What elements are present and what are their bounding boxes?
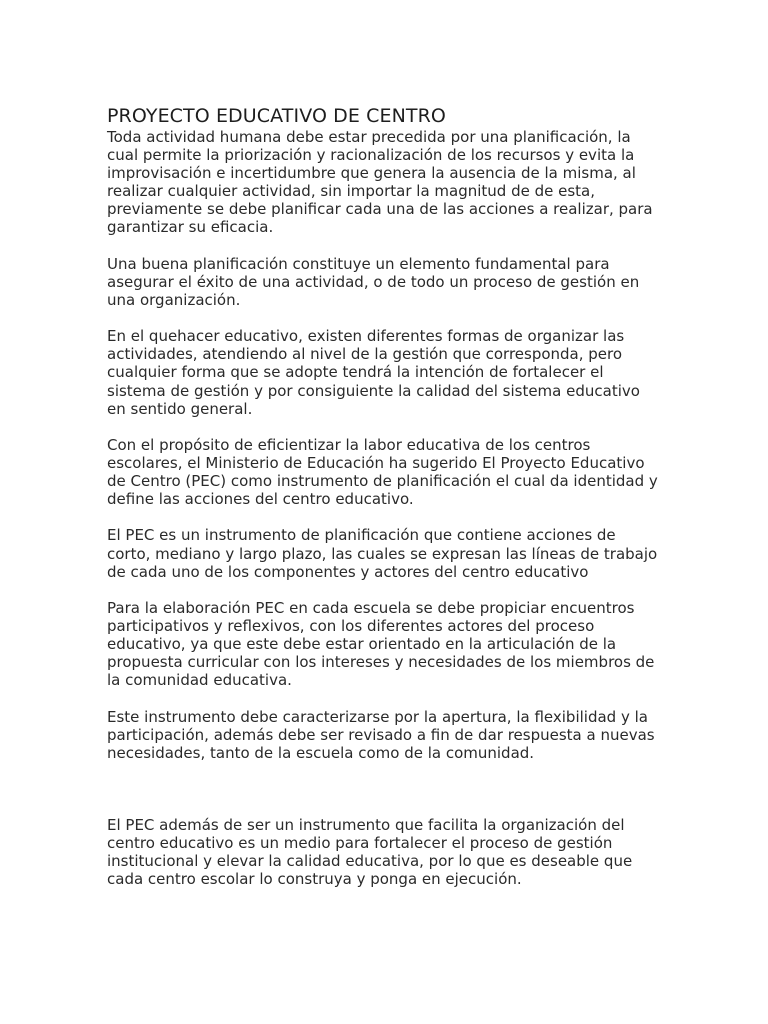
paragraph-6: Para la elaboración PEC en cada escuela se debe propiciar encuentros participativos y reflexivos, con los diferentes actores del proceso educativo, ya que este debe estar orientado en la articulación de la propuesta curricular con los intereses y necesidades de los miembros de la comunidad educativa. — [107, 598, 655, 690]
paragraph-4: Con el propósito de eficientizar la labor educativa de los centros escolares, el Ministerio de Educación ha sugerido El Proyecto Educativo de Centro (PEC) como instrumento de planificación el cual da identidad y define las acciones del centro educativo. — [107, 435, 658, 509]
document-page — [107, 104, 667, 906]
paragraph-7: Este instrumento debe caracterizarse por la apertura, la flexibilidad y la participación, además debe ser revisado a fin de dar respuesta a nuevas necesidades, tanto de la escuela como de la comunidad. — [107, 707, 655, 762]
paragraph-3: En el quehacer educativo, existen diferentes formas de organizar las actividades, atendiendo al nivel de la gestión que corresponda, pero cualquier forma que se adopte tendrá la intención de fortalecer el sistema de gestión y por consiguiente la calidad del sistema educativo en sentido general. — [107, 327, 640, 418]
document-title: PROYECTO EDUCATIVO DE CENTRO — [107, 105, 446, 127]
paragraph-1: Toda actividad humana debe estar precedida por una planificación, la cual permite la priorización y racionalización de los recursos y evita la improvisación e incertidumbre que genera la ausencia de la misma, al realizar cualquier actividad, sin importar la magnitud de de esta, previamente se debe planificar cada una de las acciones a realizar, para garantizar su eficacia. — [107, 128, 653, 237]
paragraph-5: El PEC es un instrumento de planificación que contiene acciones de corto, mediano y largo plazo, las cuales se expresan las líneas de trabajo de cada uno de los componentes y actores del centro educativo — [107, 526, 658, 581]
paragraph-8: El PEC además de ser un instrumento que facilita la organización del centro educativo es un medio para fortalecer el proceso de gestión institucional y elevar la calidad educativa, por lo que es deseable que cada centro escolar lo construya y ponga en ejecución. — [107, 815, 633, 889]
paragraph-2: Una buena planificación constituye un elemento fundamental para asegurar el éxito de una actividad, o de todo un proceso de gestión en una organización. — [107, 254, 640, 309]
